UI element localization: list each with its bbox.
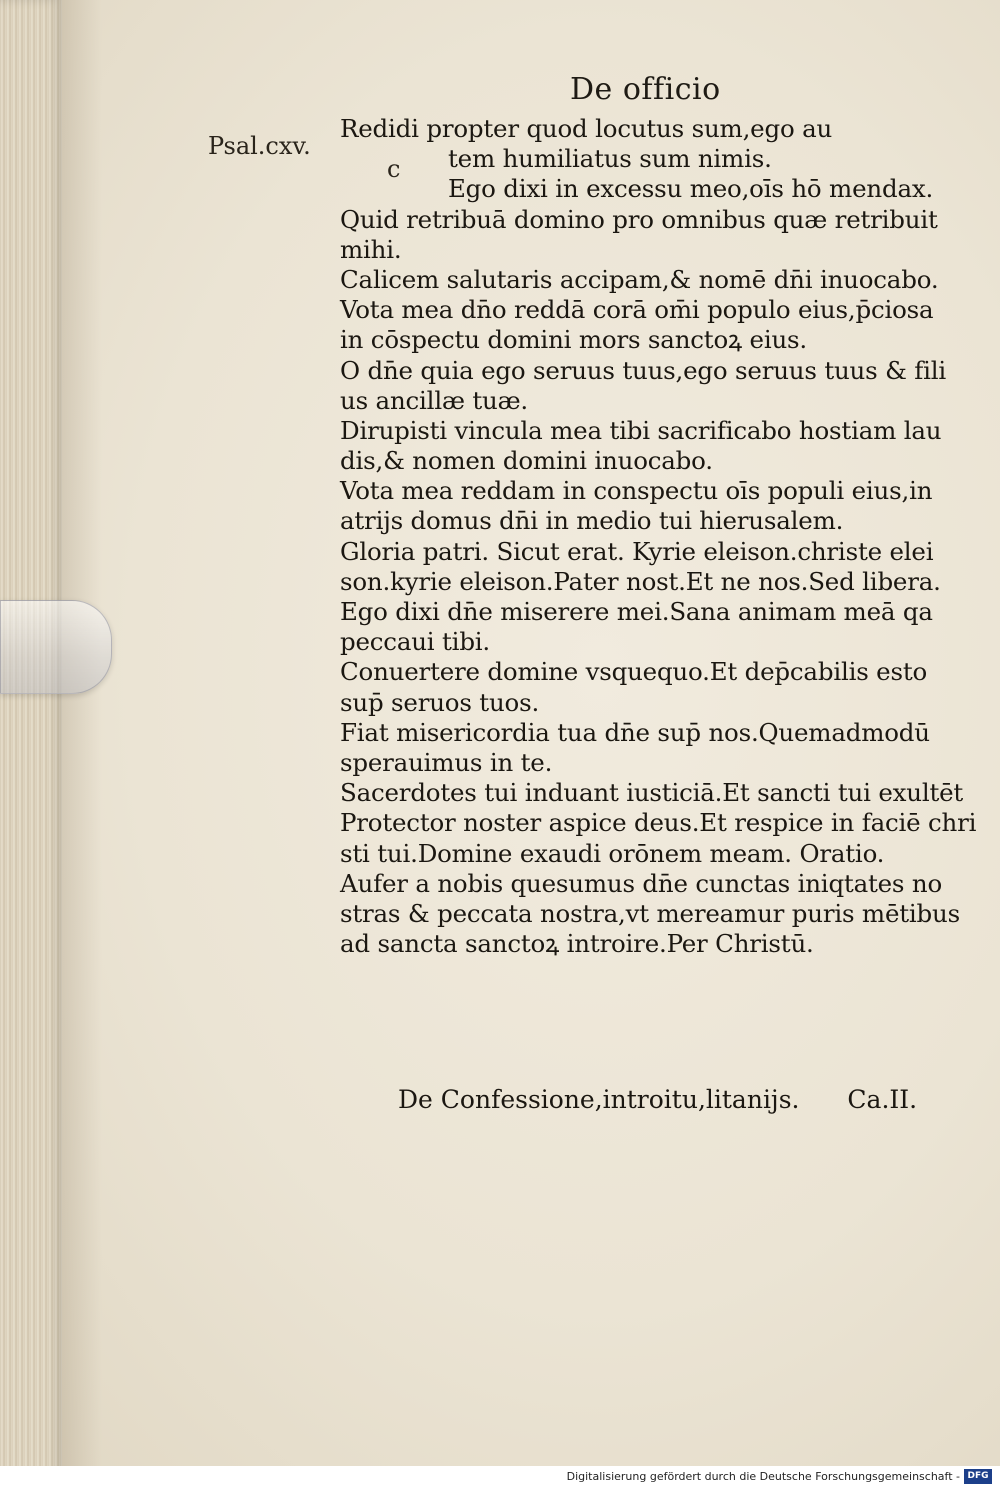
text-line: Conuertere domine vsquequo.Et dep̄cabilis esto [340,657,928,687]
text-line: sup̄ seruos tuos. [340,687,540,717]
text-line: O dn̄e quia ego seruus tuus,ego seruus tuus & fili [340,355,947,385]
dfg-logo: DFG [964,1469,992,1484]
text-line: sti tui.Domine exaudi orōnem meam. Oratio. [340,838,885,868]
text-line: tem humiliatus sum nimis. [448,144,772,174]
chapter-heading [398,1085,958,1114]
text-line: peccaui tibi. [340,627,491,657]
chapter-title: De Confessione,introitu,litanijs. [398,1085,800,1114]
text-line: us ancillæ tuæ. [340,385,529,415]
text-line: in cōspectu domini mors sanctoꝝ eius. [340,325,808,355]
plastic-clip [0,600,112,694]
text-line: Ego dixi dn̄e miserere mei.Sana animam meā qa [340,597,933,626]
text-line: atrijs domus dn̄i in medio tui hierusalem. [340,506,844,536]
text-line: ad sancta sanctoꝝ introire.Per Christū. [340,929,814,959]
footer-bar [0,1466,1000,1488]
text-line: Vota mea reddam in conspectu oīs populi eius,in [340,476,933,506]
text-line: Protector noster aspice deus.Et respice in faciē chri [340,808,977,838]
body-text [340,114,977,959]
margin-note: Psal.cxv. [208,132,311,160]
text-line: Ego dixi in excessu meo,oīs hō mendax. [448,174,934,204]
text-line: Gloria patri. Sicut erat. Kyrie eleison.christe elei [340,536,934,566]
text-line: stras & peccata nostra,vt mereamur puris mētibus [340,898,960,928]
gutter-shadow [62,0,102,1488]
text-line: Quid retribuā domino pro omnibus quæ retribuit [340,204,938,234]
running-title: De officio [570,72,721,107]
text-line: Redidi propter quod locutus sum,ego au [340,114,833,143]
text-line: Vota mea dn̄o reddā corā om̄i populo eius,p̄ciosa [340,295,934,325]
marginal-letter: c [387,155,401,183]
text-line: Calicem salutaris accipam,& nomē dn̄i inuocabo. [340,264,939,294]
text-line: mihi. [340,234,402,264]
text-line: sperauimus in te. [340,747,553,777]
chapter-number: Ca.II. [847,1085,918,1114]
text-line: dis,& nomen domini inuocabo. [340,446,713,476]
page-edge-stack [0,0,62,1488]
text-line: Aufer a nobis quesumus dn̄e cunctas iniqtates no [340,868,943,898]
footer-credit: Digitalisierung gefördert durch die Deutsche Forschungsgemeinschaft - [566,1470,960,1483]
text-line: Sacerdotes tui induant iusticiā.Et sancti tui exultēt [340,778,964,808]
text-line: son.kyrie eleison.Pater nost.Et ne nos.Sed libera. [340,566,941,596]
text-line: Fiat misericordia tua dn̄e sup̄ nos.Quemadmodū [340,717,930,747]
text-line: Dirupisti vincula mea tibi sacrificabo hostiam lau [340,415,942,445]
